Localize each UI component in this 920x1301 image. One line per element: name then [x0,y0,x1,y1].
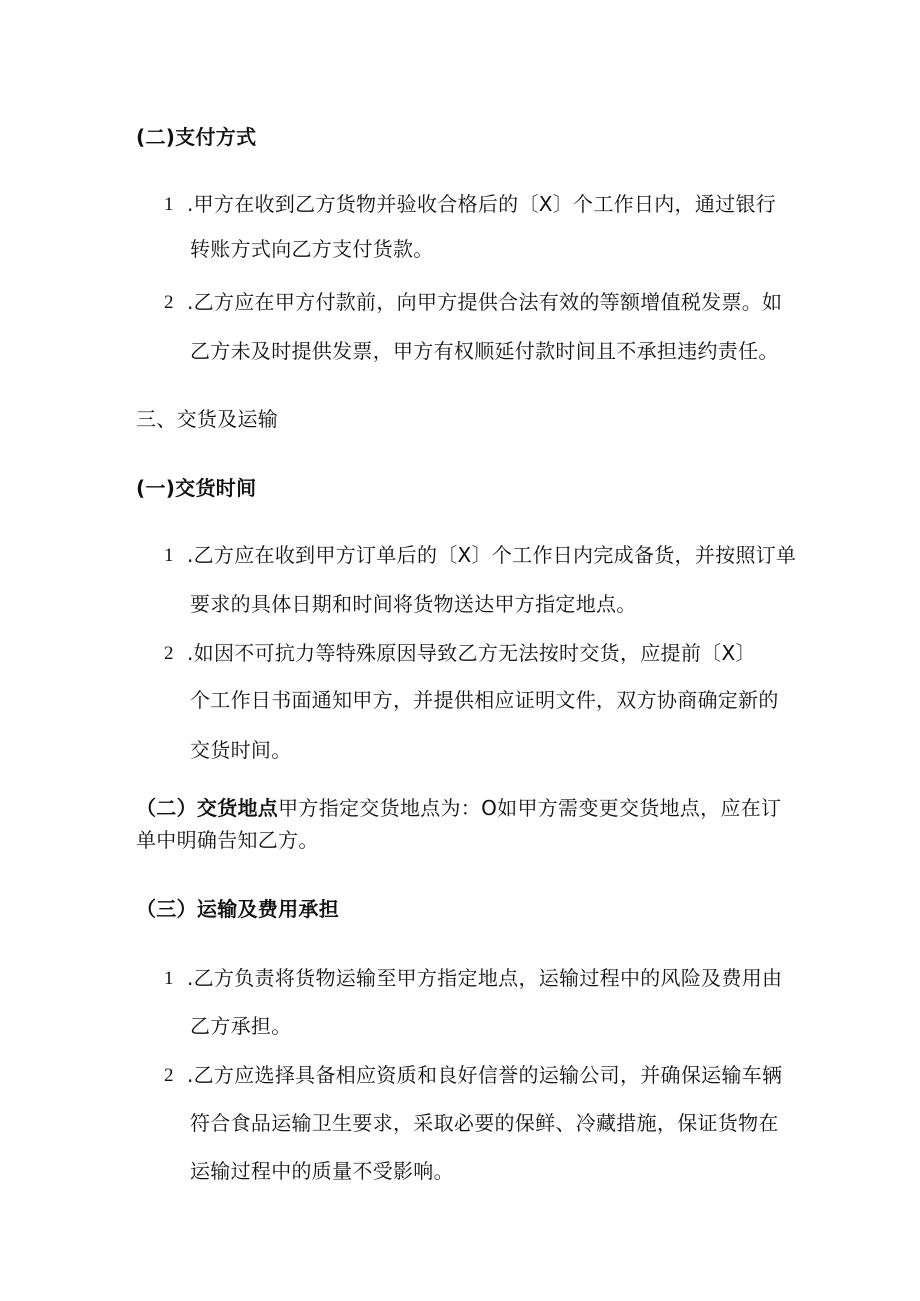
list-item-number: 1 [164,545,174,566]
list-item-number: 1 [164,194,174,215]
section-heading-transport-cost: （三）运输及费用承担 [136,897,339,921]
section-heading-payment-method: (二)支付方式 [136,125,257,149]
list-item-number: 2 [164,1065,174,1086]
section-heading-delivery-location: （二）交货地点 [136,796,279,820]
delivery-location-paragraph [136,795,781,821]
list-item-number: 2 [164,643,174,664]
list-item-line: 交货时间。 [190,738,292,762]
list-item-line: .乙方负责将货物运输至甲方指定地点，运输过程中的风险及费用由 [187,966,783,990]
list-item-line: .甲方在收到乙方货物并验收合格后的〔X〕个工作日内，通过银行 [187,192,777,216]
list-item-line: 转账方式向乙方支付货款。 [190,237,434,261]
list-item-line: .如因不可抗力等特殊原因导致乙方无法按时交货，应提前〔X〕 [187,641,756,665]
list-item-line: .乙方应在甲方付款前，向甲方提供合法有效的等额增值税发票。如 [187,290,783,314]
chapter-heading-delivery-transport: 三、交货及运输 [136,407,279,431]
list-item-line: 符合食品运输卫生要求，采取必要的保鲜、冷藏措施，保证货物在 [190,1111,779,1135]
list-item-number: 1 [164,968,174,989]
list-item-line: 运输过程中的质量不受影响。 [190,1159,454,1183]
list-item-line: 乙方未及时提供发票，甲方有权顺延付款时间且不承担违约责任。 [190,339,779,363]
list-item-line: 个工作日书面通知甲方，并提供相应证明文件，双方协商确定新的 [190,688,779,712]
section-heading-delivery-time: (一)交货时间 [136,476,257,500]
paragraph-text: 单中明确告知乙方。 [136,828,319,852]
paragraph-text: 甲方指定交货地点为：O如甲方需变更交货地点，应在订 [278,796,782,820]
list-item-number: 2 [164,292,174,313]
list-item-line: 要求的具体日期和时间将货物送达甲方指定地点。 [190,592,637,616]
list-item-line: .乙方应选择具备相应资质和良好信誉的运输公司，并确保运输车辆 [187,1063,783,1087]
list-item-line: .乙方应在收到甲方订单后的〔X〕个工作日内完成备货，并按照订单 [187,543,797,567]
list-item-line: 乙方承担。 [190,1014,292,1038]
